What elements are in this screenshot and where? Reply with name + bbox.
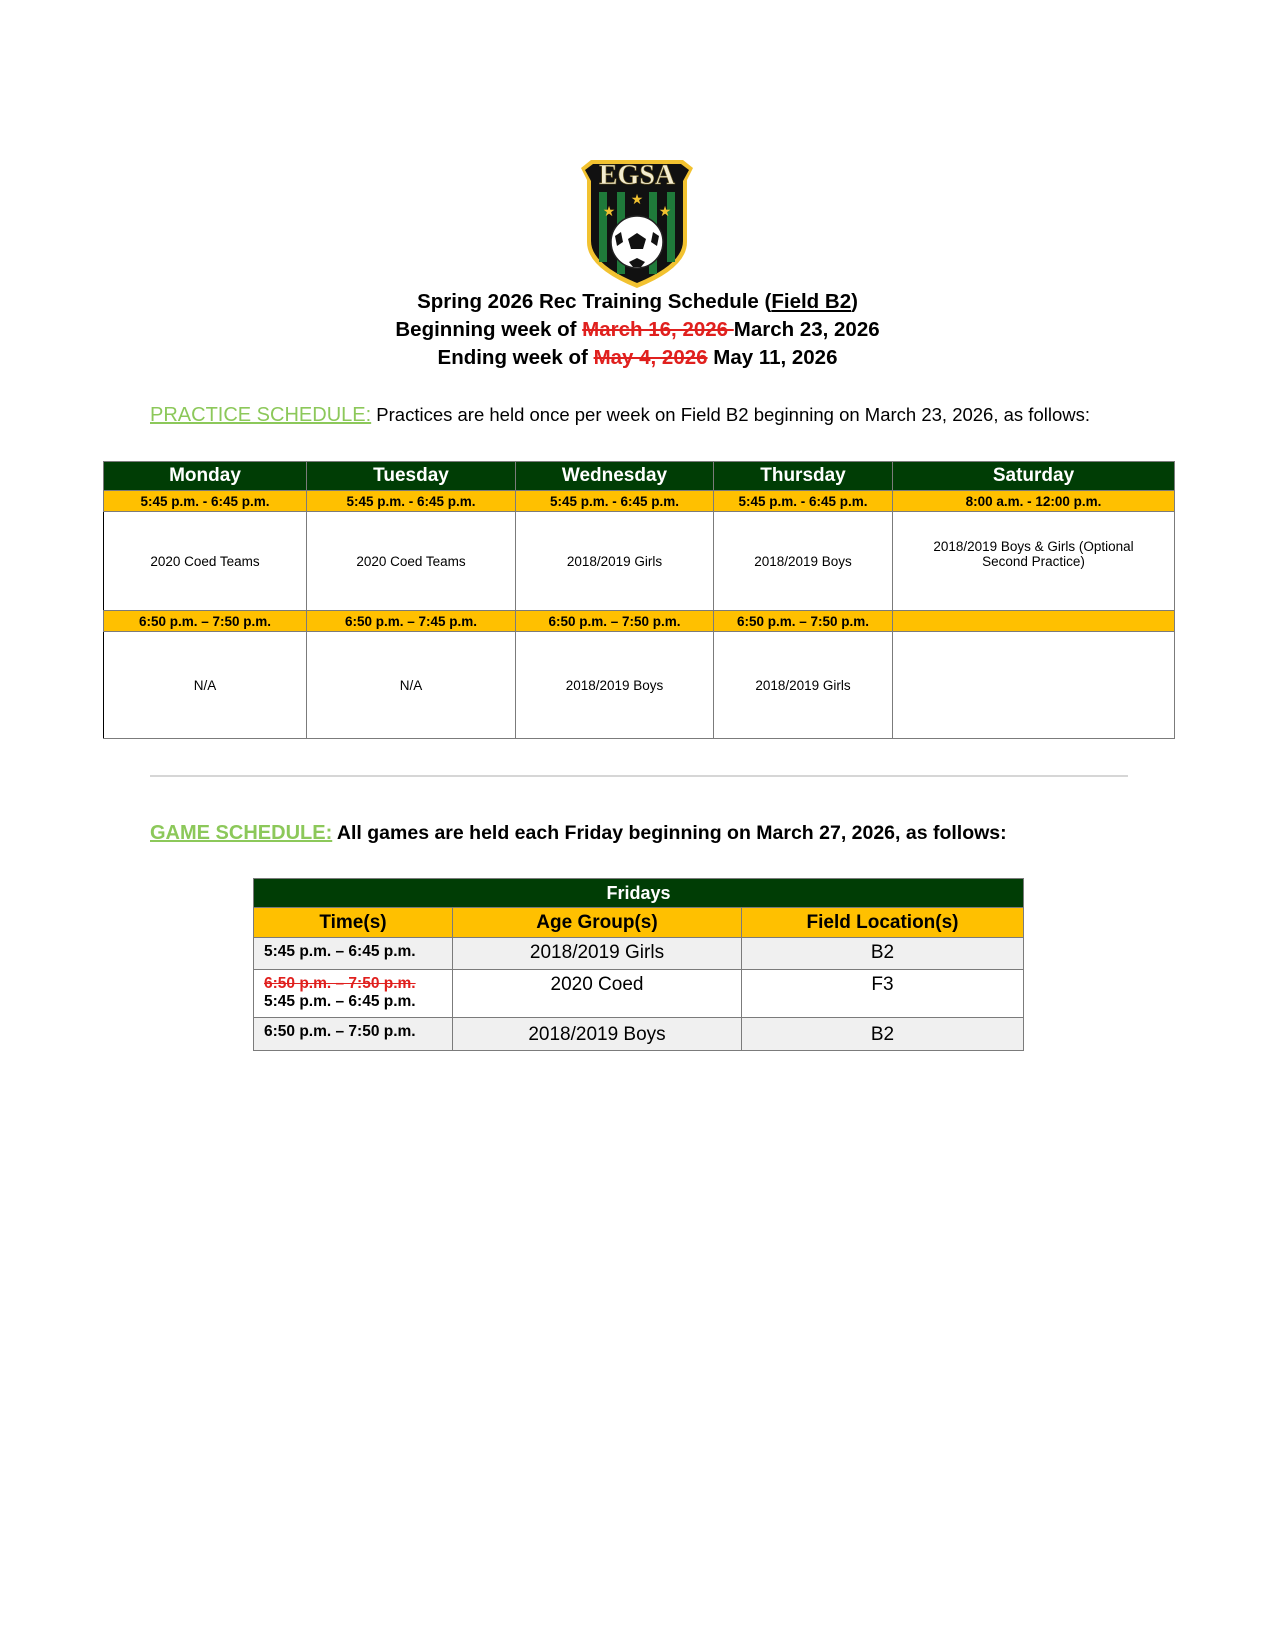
game-schedule-heading (150, 822, 1007, 845)
time-cell: 5:45 p.m. - 6:45 p.m. (104, 491, 307, 512)
game-time: 6:50 p.m. – 7:50 p.m. (254, 1018, 453, 1051)
svg-text:★: ★ (630, 191, 644, 207)
start-date: March 23, 2026 (733, 318, 880, 341)
game-table-title-row (254, 879, 1024, 908)
practice-day-header-row (104, 462, 1175, 491)
egsa-logo (573, 146, 701, 290)
time-cell: 6:50 p.m. – 7:45 p.m. (307, 611, 516, 632)
game-column-header-row (254, 908, 1024, 938)
column-header: Field Location(s) (742, 908, 1024, 938)
time-cell: 6:50 p.m. – 7:50 p.m. (104, 611, 307, 632)
day-header: Monday (104, 462, 307, 491)
svg-text:★: ★ (602, 203, 616, 219)
title-line-1: Spring 2026 Rec Training Schedule (Field B2) (417, 290, 858, 313)
time-cell: 6:50 p.m. – 7:50 p.m. (516, 611, 714, 632)
game-age-group: 2018/2019 Girls (453, 938, 742, 970)
end-date: May 11, 2026 (707, 346, 838, 369)
game-time: 5:45 p.m. – 6:45 p.m. (254, 938, 453, 970)
practice-time-row-1 (104, 491, 1175, 512)
day-header: Wednesday (516, 462, 714, 491)
practice-group-row-1 (104, 512, 1175, 611)
time-cell (893, 611, 1175, 632)
practice-schedule-heading (150, 404, 1090, 427)
day-header: Tuesday (307, 462, 516, 491)
game-age-group: 2020 Coed (453, 970, 742, 1018)
practice-schedule-label: PRACTICE SCHEDULE: (150, 404, 372, 426)
game-field: F3 (742, 970, 1024, 1018)
time-cell: 5:45 p.m. - 6:45 p.m. (307, 491, 516, 512)
game-schedule-label: GAME SCHEDULE: (150, 822, 333, 844)
group-cell: 2018/2019 Girls (516, 512, 714, 611)
group-cell: N/A (307, 632, 516, 739)
game-field: B2 (742, 1018, 1024, 1051)
group-cell: 2020 Coed Teams (104, 512, 307, 611)
game-time-cell (254, 970, 453, 1018)
group-cell: 2018/2019 Boys & Girls (Optional Second Practice) (893, 512, 1175, 611)
practice-time-row-2 (104, 611, 1175, 632)
group-cell: 2018/2019 Boys (516, 632, 714, 739)
game-row (254, 970, 1024, 1018)
fridays-header: Fridays (254, 879, 1024, 908)
practice-group-row-2 (104, 632, 1175, 739)
practice-intro: Practices are held once per week on Field B2 beginning on March 23, 2026, as follows: (371, 404, 1090, 425)
group-cell: 2020 Coed Teams (307, 512, 516, 611)
game-row (254, 1018, 1024, 1051)
title-line-3: Ending week of May 4, 2026 May 11, 2026 (437, 346, 838, 369)
group-cell: N/A (104, 632, 307, 739)
practice-table (103, 461, 1175, 739)
time-cell: 8:00 a.m. - 12:00 p.m. (893, 491, 1175, 512)
game-table (253, 878, 1024, 1051)
day-header: Saturday (893, 462, 1175, 491)
column-header: Time(s) (254, 908, 453, 938)
column-header: Age Group(s) (453, 908, 742, 938)
time-cell: 5:45 p.m. - 6:45 p.m. (516, 491, 714, 512)
section-divider (150, 775, 1128, 777)
group-cell: 2018/2019 Boys (714, 512, 893, 611)
group-cell: 2018/2019 Girls (714, 632, 893, 739)
time-cell: 6:50 p.m. – 7:50 p.m. (714, 611, 893, 632)
group-cell (893, 632, 1175, 739)
field-label: Field B2 (771, 290, 852, 313)
day-header: Thursday (714, 462, 893, 491)
struck-game-time: 6:50 p.m. – 7:50 p.m. (264, 975, 416, 992)
game-time: 5:45 p.m. – 6:45 p.m. (264, 993, 416, 1010)
game-intro: All games are held each Friday beginning on March 27, 2026, as follows: (332, 822, 1007, 844)
document-title (0, 288, 1275, 372)
struck-end-date: May 4, 2026 (593, 346, 708, 369)
svg-text:EGSA: EGSA (598, 160, 676, 191)
game-row (254, 938, 1024, 970)
time-cell: 5:45 p.m. - 6:45 p.m. (714, 491, 893, 512)
struck-start-date: March 16, 2026 (582, 318, 734, 341)
game-field: B2 (742, 938, 1024, 970)
game-age-group: 2018/2019 Boys (453, 1018, 742, 1051)
svg-text:★: ★ (658, 203, 672, 219)
title-line-2: Beginning week of March 16, 2026 March 23, 2026 (395, 318, 880, 341)
